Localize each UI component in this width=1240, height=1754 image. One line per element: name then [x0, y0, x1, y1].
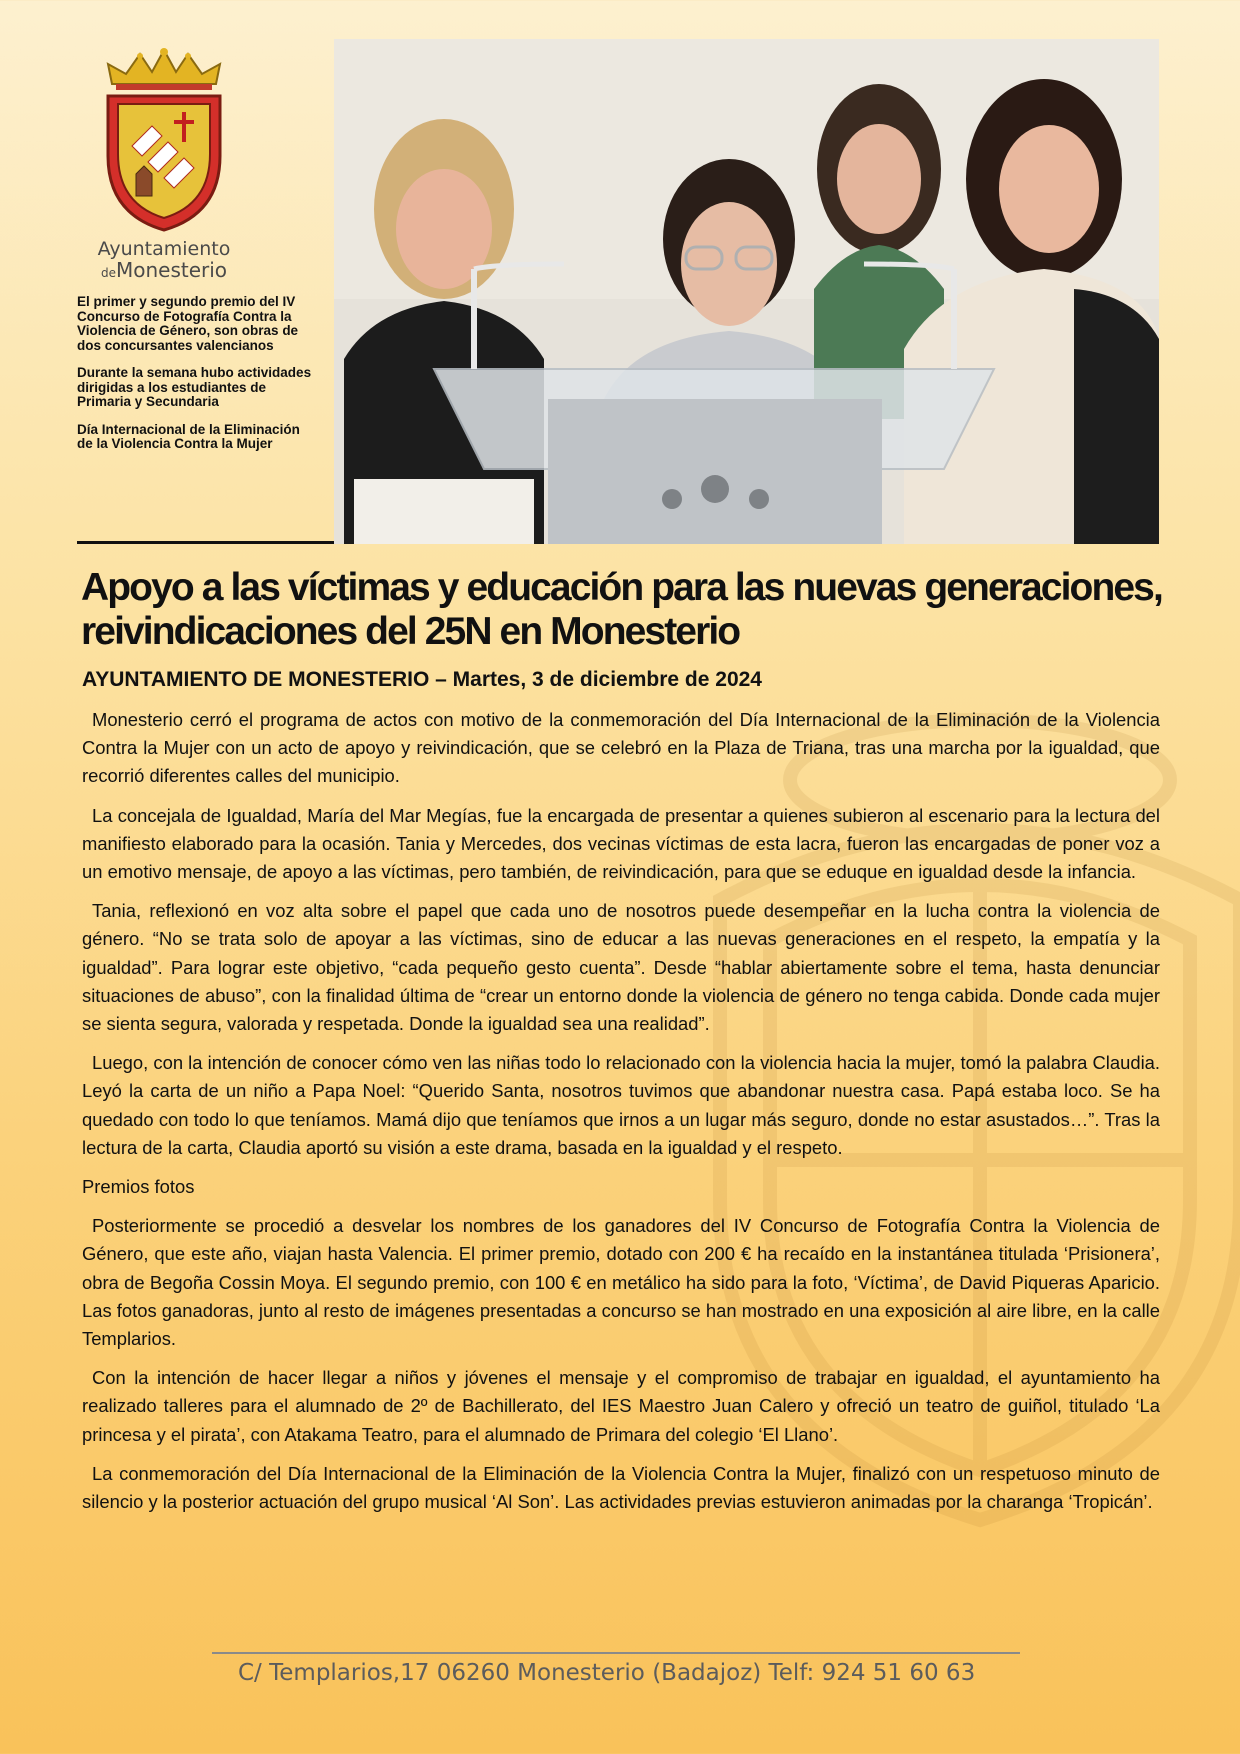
- logo-line2-prefix: de: [100, 266, 116, 280]
- article-headline: Apoyo a las víctimas y educación para las nuevas generaciones, reivindicaciones del 25N en Monesterio: [81, 566, 1162, 653]
- side-notes: [77, 295, 313, 465]
- logo-line1: Ayuntamiento: [97, 238, 231, 260]
- footer-address: C/ Templarios,17 06260 Monesterio (Badajoz) Telf: 924 51 60 63: [238, 1660, 976, 1686]
- article-paragraph: Con la intención de hacer llegar a niños y jóvenes el mensaje y el compromiso de trabajar en igualdad, el ayuntamiento ha realizado talleres para el alumnado de 2º de Bachillerato, del IES Maestro Juan Calero y ofreció un teatro de guiñol, titulado ‘La princesa y el pirata’, con Atakama Teatro, para el alumnado de Primara del colegio ‘El Llano’.: [82, 1367, 1160, 1445]
- logo-line2: [92, 260, 236, 280]
- side-note-2: Durante la semana hubo actividades dirigidas a los estudiantes de Primaria y Secundaria: [77, 365, 312, 409]
- article-subheading: Premios fotos: [82, 1176, 195, 1198]
- article-paragraph: Luego, con la intención de conocer cómo ven las niñas todo lo relacionado con la violencia hacia la mujer, tomó la palabra Claudia. Leyó la carta de un niño a Papa Noel: “Querido Santa, nosotros tuvimos que abandonar nuestra casa. Papá estaba loco. Se ha quedado con todo lo que teníamos. Mamá dijo que teníamos que irnos a un lugar más seguro, donde no estar asustados…”. Tras la lectura de la carta, Claudia aportó su visión a este drama, basada en la igualdad y el respeto.: [82, 1052, 1160, 1158]
- footer-divider: [212, 1652, 1020, 1654]
- article-byline: AYUNTAMIENTO DE MONESTERIO – Martes, 3 de diciembre de 2024: [82, 668, 762, 691]
- article-paragraph: La concejala de Igualdad, María del Mar Megías, fue la encargada de presentar a quienes subieron al escenario para la lectura del manifiesto elaborado para la ocasión. Tania y Mercedes, dos vecinas víctimas de esta lacra, fueron las encargadas de poner voz a un emotivo mensaje, de apoyo a las víctimas, pero también, de reivindicación, para que se eduque en igualdad desde la infancia.: [82, 804, 1160, 883]
- logo-line2-name: Monesterio: [115, 258, 228, 282]
- article-paragraph: Tania, reflexionó en voz alta sobre el papel que cada uno de nosotros puede desempeñar en la lucha contra la violencia de género. “No se trata solo de apoyar a las víctimas, sino de educar a las nuevas generaciones en el respeto, la empatía y la igualdad”. Para lograr este objetivo, “cada pequeño gesto cuenta”. Desde “hablar abiertamente sobre el tema, hasta denunciar situaciones de abuso”, con la finalidad última de “crear un entorno donde la violencia de género no tenga cabida. Donde cada mujer se sienta segura, valorada y respetada. Donde la igualdad sea una realidad”.: [82, 900, 1160, 1035]
- article-body: [82, 706, 1160, 1527]
- article-photo: [334, 39, 1159, 544]
- municipality-logo: [92, 46, 236, 284]
- article-paragraph: La conmemoración del Día Internacional de la Eliminación de la Violencia Contra la Mujer, finalizó con un respetuoso minuto de silencio y la posterior actuación del grupo musical ‘Al Son’. Las actividades previas estuvieron animadas por la charanga ‘Tropicán’.: [82, 1462, 1160, 1513]
- side-note-3: Día Internacional de la Eliminación de la Violencia Contra la Mujer: [77, 421, 300, 451]
- side-note-1: El primer y segundo premio del IV Concurso de Fotografía Contra la Violencia de Género, son obras de dos concursantes valencianos: [77, 294, 299, 353]
- article-paragraph: Monesterio cerró el programa de actos con motivo de la conmemoración del Día Internacional de la Eliminación de la Violencia Contra la Mujer con un acto de apoyo y reivindicación, que se celebró en la Plaza de Triana, tras una marcha por la igualdad, que recorrió diferentes calles del municipio.: [82, 709, 1160, 787]
- side-divider: [77, 541, 337, 544]
- article-paragraph: Posteriormente se procedió a desvelar los nombres de los ganadores del IV Concurso de Fotografía Contra la Violencia de Género, que este año, viajan hasta Valencia. El primer premio, dotado con 200 € ha recaído en la instantánea titulada ‘Prisionera’, obra de Begoña Cossin Moya. El segundo premio, con 100 € en metálico ha sido para la foto, ‘Víctima’, de David Piqueras Aparicio. Las fotos ganadoras, junto al resto de imágenes presentadas a concurso se han mostrado en una exposición al aire libre, en la calle Templarios.: [82, 1215, 1160, 1350]
- coat-of-arms-icon: [92, 46, 236, 236]
